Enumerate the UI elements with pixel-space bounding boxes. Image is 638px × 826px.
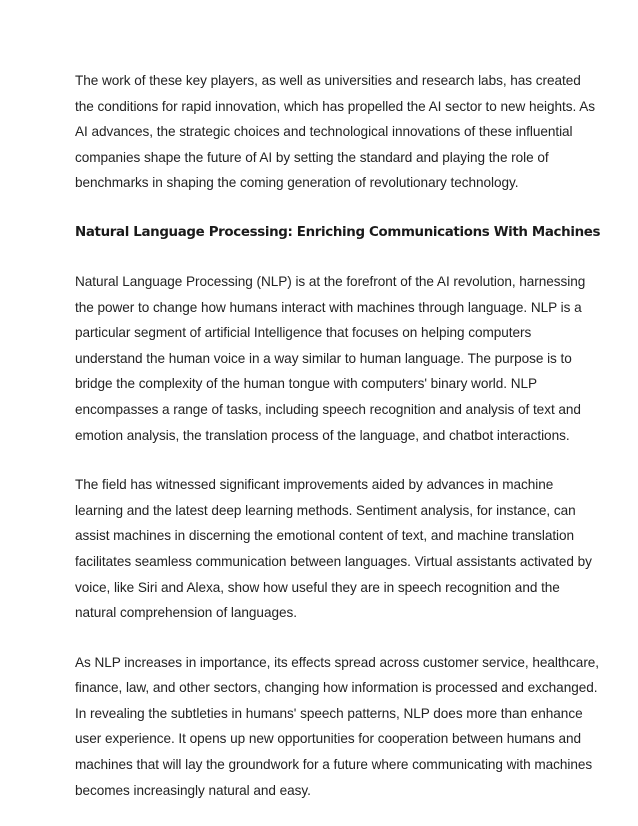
text-line: As NLP increases in importance, its effects spread across customer service, healthcare, bbox=[75, 654, 600, 670]
nlp-paragraph-1 bbox=[75, 269, 586, 448]
text-line: the conditions for rapid innovation, which has propelled the AI sector to new heights. As bbox=[75, 98, 595, 114]
text-line: voice, like Siri and Alexa, show how useful they are in speech recognition and the bbox=[75, 579, 560, 595]
nlp-paragraph-3 bbox=[75, 650, 600, 804]
document-body bbox=[75, 68, 601, 803]
text-line: the power to change how humans interact with machines through language. NLP is a bbox=[75, 299, 582, 315]
text-line: facilitates seamless communication between languages. Virtual assistants activated by bbox=[75, 553, 592, 569]
section-heading: Natural Language Processing: Enriching Communications With Machines bbox=[75, 224, 601, 240]
nlp-paragraph-2 bbox=[75, 472, 592, 626]
text-line: encompasses a range of tasks, including speech recognition and analysis of text and bbox=[75, 401, 581, 417]
text-line: user experience. It opens up new opportunities for cooperation between humans and bbox=[75, 731, 582, 747]
text-line: assist machines in discerning the emotional content of text, and machine translation bbox=[75, 528, 575, 544]
text-line: Natural Language Processing (NLP) is at the forefront of the AI revolution, harnessing bbox=[75, 273, 586, 289]
text-line: bridge the complexity of the human tongue with computers' binary world. NLP bbox=[75, 376, 538, 392]
text-line: natural comprehension of languages. bbox=[75, 605, 297, 621]
text-line: AI advances, the strategic choices and technological innovations of these influential bbox=[75, 124, 573, 140]
text-line: machines that will lay the groundwork for a future where communicating with machines bbox=[75, 757, 593, 773]
text-line: benchmarks in shaping the coming generation of revolutionary technology. bbox=[75, 175, 519, 191]
text-line: understand the human voice in a way similar to human language. The purpose is to bbox=[75, 350, 572, 366]
text-line: The field has witnessed significant improvements aided by advances in machine bbox=[75, 477, 554, 493]
intro-paragraph bbox=[75, 68, 595, 196]
text-line: becomes increasingly natural and easy. bbox=[75, 782, 311, 798]
text-line: companies shape the future of AI by setting the standard and playing the role of bbox=[75, 149, 549, 165]
text-line: learning and the latest deep learning methods. Sentiment analysis, for instance, can bbox=[75, 502, 576, 518]
text-line: particular segment of artificial Intelligence that focuses on helping computers bbox=[75, 325, 532, 341]
text-line: emotion analysis, the translation process of the language, and chatbot interactions. bbox=[75, 427, 570, 443]
text-line: The work of these key players, as well as universities and research labs, has created bbox=[75, 73, 581, 88]
text-line: finance, law, and other sectors, changing how information is processed and exchanged. bbox=[75, 680, 598, 696]
text-line: In revealing the subtleties in humans' speech patterns, NLP does more than enhance bbox=[75, 705, 583, 721]
